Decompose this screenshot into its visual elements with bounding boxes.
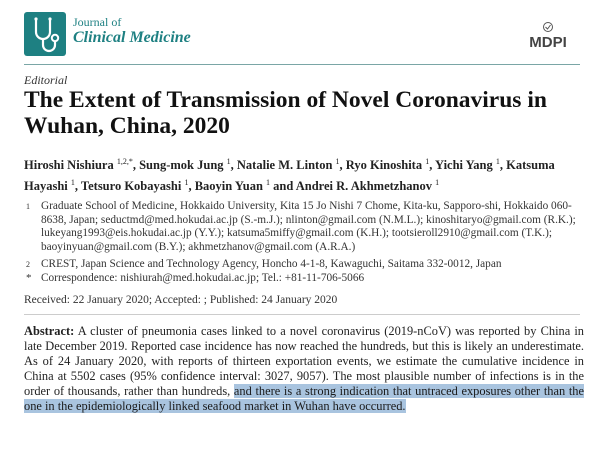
author-affiliation-sup: 1 (425, 157, 430, 166)
dates-divider (24, 314, 580, 315)
author-affiliation-sup: 1 (435, 178, 440, 188)
author-affiliation-sup: 1 (184, 178, 189, 188)
author-name: Hiroshi Nishiura (24, 158, 117, 173)
correspondence-mark: * (26, 272, 32, 284)
abstract (24, 324, 584, 413)
author-name: Baoyin Yuan (194, 179, 267, 194)
author-affiliation-sup: 1 (495, 157, 500, 166)
author-name: Katsuma Hayashi (24, 158, 555, 194)
mdpi-text: MDPI (529, 34, 567, 51)
abstract-label: Abstract: (24, 324, 75, 338)
article-title: The Extent of Transmission of Novel Coronavirus in Wuhan, China, 2020 (24, 87, 547, 139)
affiliation-text: Graduate School of Medicine, Hokkaido University, Kita 15 Jo Nishi 7 Chome, Kita-ku, Sapporo-shi, Hokkaido 060-8638, Japan; seductmd@med.hokudai.ac.jp (S.-m.J.); nlinton@gmail.com (N.M.L.); kinoshitaryo@gmail.com (R.K.); lukeyang1993@eis.hokudai.ac.jp (Y.Y.); katsuma5miffy@gmail.com (K.H.); tootsieroll2910@gmail.com (T.K.); baoyinyuan@gmail.com (B.Y.); akhmetzhanov@gmail.com (A.R.A.) (41, 200, 576, 253)
affiliation-text: CREST, Japan Science and Technology Agency, Honcho 4-1-8, Kawaguchi, Saitama 332-0012, Japan (41, 258, 502, 270)
author-list: Hiroshi Nishiura $^{1,2,*}$, Sung-mok Jung $^1$, Natalie M. Linton $^1$, Ryo Kinoshita $^1$, Yichi Yang $^1$, Katsuma Hayashi $^1$, Tetsuro Kobayashi $^1$, Baoyin Yuan $^1$ and Andrei R. Akhmetzhanov $^1$ (24, 157, 555, 194)
header-divider (24, 64, 580, 65)
author-affiliation-sup: 1 (70, 178, 75, 188)
publication-dates: Received: 22 January 2020; Accepted: ; Published: 24 January 2020 (24, 294, 338, 306)
author-affiliation-sup: 1 (335, 157, 340, 166)
affiliation-mark: 1 (26, 202, 30, 211)
author-affiliation-sup: 1 (266, 178, 271, 188)
stethoscope-icon (24, 12, 66, 56)
abstract-text: A cluster of pneumonia cases linked to a novel coronavirus (2019-nCoV) was reported by China in late December 2019. Reported case incidence has now reached the hundreds, but this is likely an underestimate. As of 24 January 2020, with reports of thirteen exportation events, we estimate the cumulative incidence in China at 5502 cases (95% confidence interval: 3027, 9057). The most plausible number of infections is in the order of thousands, rather than hundreds, (24, 324, 584, 398)
author-name: Natalie M. Linton (236, 158, 336, 173)
author-name: Tetsuro Kobayashi (80, 179, 185, 194)
journal-name: Clinical Medicine (73, 29, 191, 46)
journal-prefix: Journal of (73, 15, 122, 29)
correspondence-text: Correspondence: nishiurah@med.hokudai.ac.jp; Tel.: +81-11-706-5066 (41, 272, 365, 284)
author-name: Andrei R. Akhmetzhanov (295, 179, 436, 194)
author-affiliation-sup: 1 (226, 157, 231, 166)
affiliation-mark: 2 (26, 260, 30, 269)
mdpi-logo (516, 22, 580, 52)
author-name: Sung-mok Jung (139, 158, 227, 173)
author-name: Ryo Kinoshita (345, 158, 426, 173)
abstract-highlighted-text[interactable]: and there is a strong indication that untraced exposures other than the one in the epidemiologically linked seafood market in Wuhan have occurred. (24, 383, 584, 413)
article-type: Editorial (24, 73, 68, 87)
author-name: Yichi Yang (435, 158, 496, 173)
author-affiliation-sup: 1,2,* (116, 157, 133, 166)
